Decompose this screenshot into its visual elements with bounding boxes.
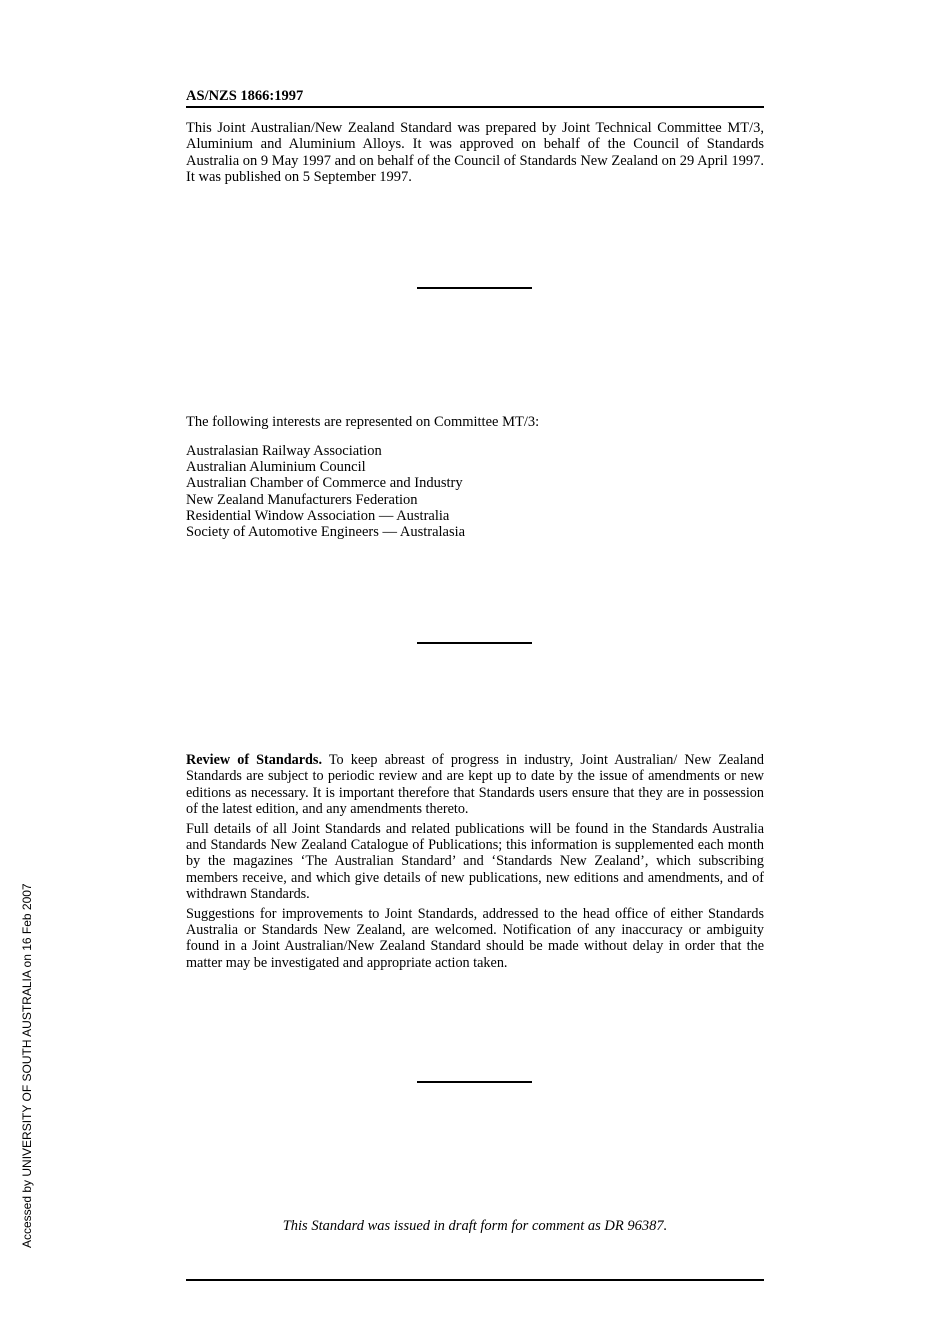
committee-member: New Zealand Manufacturers Federation (186, 491, 418, 508)
review-paragraph-2: Full details of all Joint Standards and related publications will be found in the Standards Australia and Standards New Zealand Catalogue of Publications; this information is supplemented each month by the magazines ‘The Australian Standard’ and ‘Standards New Zealand’, which subscribing members receive, and which give details of new publications, new editions and amendments, and of withdrawn Standards. (186, 820, 764, 902)
review-text-1: To keep abreast of progress in industry, Joint Australian/ New Zealand Standards are subject to periodic review and are kept up to date by the issue of amendments or new editions as necessary. It is important therefore that Standards users ensure that they are in possession of the latest edition, and any amendments thereto. (186, 752, 765, 817)
committee-member: Australian Aluminium Council (186, 459, 366, 476)
section-divider (417, 1081, 532, 1083)
intro-paragraph: This Joint Australian/New Zealand Standard was prepared by Joint Technical Committee MT/3, Aluminium and Aluminium Alloys. It was approved on behalf of the Council of Standards Australia on 9 May 1997 and on behalf of the Council of Standards New Zealand on 29 April 1997. It was published on 5 September 1997. (186, 120, 764, 185)
committee-members-list (186, 443, 764, 540)
access-watermark: Accessed by UNIVERSITY OF SOUTH AUSTRALIA on 16 Feb 2007 (20, 883, 34, 1248)
committee-member: Residential Window Association — Australia (186, 507, 450, 524)
review-paragraph-3: Suggestions for improvements to Joint Standards, addressed to the head office of either Standards Australia or Standards New Zealand, are welcomed. Notification of any inaccuracy or ambiguity found in a Joint Australian/New Zealand Standard should be made without delay in order that the matter may be investigated and appropriate action taken. (186, 905, 764, 971)
standard-number-header: AS/NZS 1866:1997 (186, 87, 764, 108)
committee-member: Australasian Railway Association (186, 443, 382, 459)
footer-rule (186, 1279, 764, 1281)
review-of-standards (186, 752, 764, 974)
committee-member: Society of Automotive Engineers — Australasia (186, 524, 466, 541)
draft-note: This Standard was issued in draft form for comment as DR 96387. (282, 1218, 668, 1234)
review-paragraph-1 (186, 752, 764, 817)
section-divider (417, 642, 532, 644)
review-heading: Review of Standards. (186, 752, 322, 768)
section-divider (417, 287, 532, 289)
committee-member: Australian Chamber of Commerce and Industry (186, 475, 463, 492)
committee-heading: The following interests are represented on Committee MT/3: (186, 414, 540, 430)
